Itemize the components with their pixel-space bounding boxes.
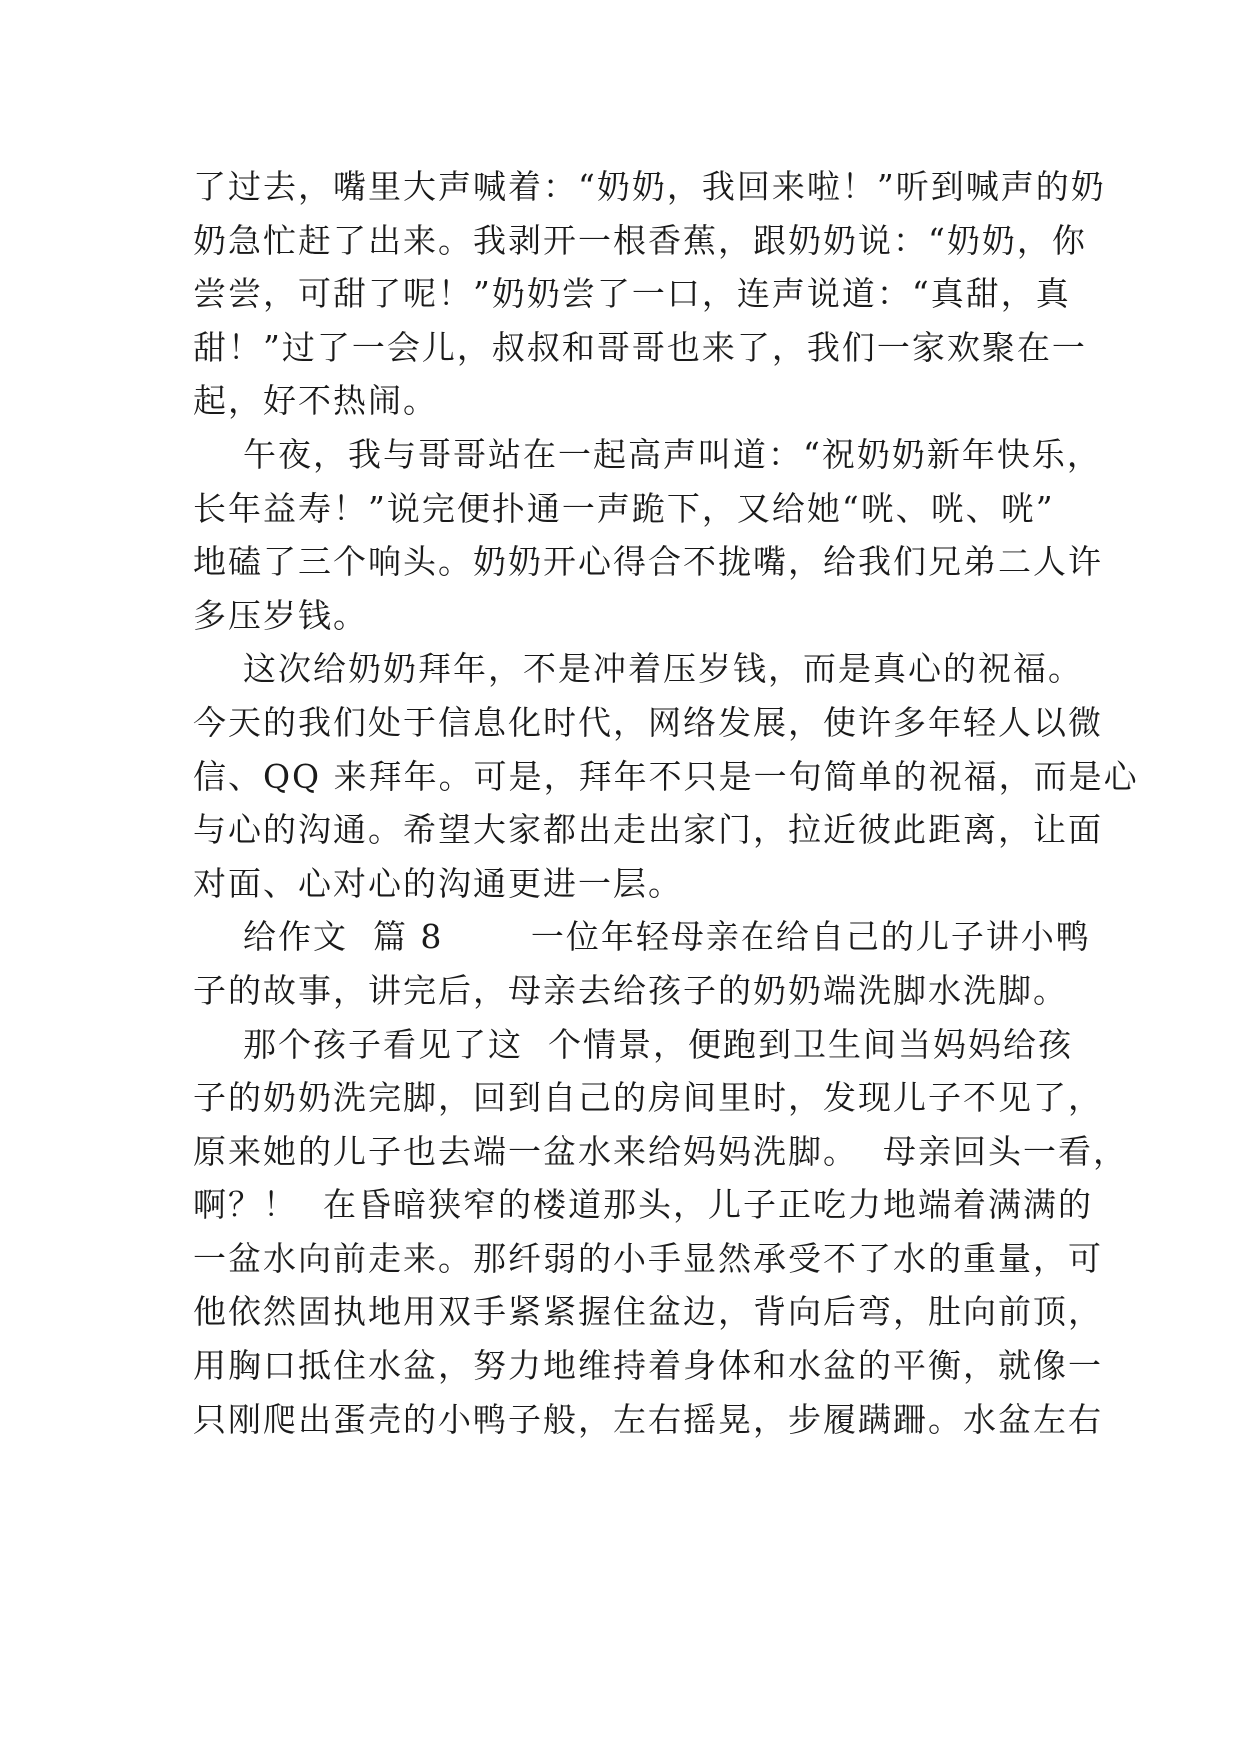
text-line: 啊？！ 在昏暗狭窄的楼道那头，儿子正吃力地端着满满的 (193, 1185, 1093, 1225)
text-line: 只刚爬出蛋壳的小鸭子般，左右摇晃，步履蹒跚。水盆左右 (193, 1399, 1103, 1439)
text-line: 多压岁钱。 (193, 595, 368, 635)
text-line: 子的奶奶洗完脚，回到自己的房间里时，发现儿子不见了， (193, 1078, 1103, 1118)
paragraph-essay-8-intro (193, 910, 1091, 1017)
text-line: 这次给奶奶拜年，不是冲着压岁钱，而是真心的祝福。 (193, 649, 1083, 689)
text-line: 一盆水向前走来。那纤弱的小手显然承受不了水的重量，可 (193, 1238, 1103, 1278)
text-line: 地磕了三个响头。奶奶开心得合不拢嘴，给我们兄弟二人许 (193, 542, 1103, 582)
text-line: 他依然固执地用双手紧紧握住盆边，背向后弯，肚向前顶， (193, 1292, 1103, 1332)
paragraph-child-story (193, 1018, 1128, 1447)
paragraph-visit-grandma (193, 160, 1106, 428)
paragraph-reflection (193, 642, 1139, 910)
text-line: 了过去，嘴里大声喊着：“奶奶，我回来啦！”听到喊声的奶 (193, 167, 1106, 206)
text-line: 子的故事，讲完后，母亲去给孩子的奶奶端洗脚水洗脚。 (193, 970, 1068, 1010)
text-line: 用胸口抵住水盆，努力地维持着身体和水盆的平衡，就像一 (193, 1346, 1103, 1386)
text-line: 奶急忙赶了出来。我剥开一根香蕉，跟奶奶说：“奶奶，你 (193, 220, 1087, 260)
document-body (193, 160, 1139, 1446)
text-line: 甜！”过了一会儿，叔叔和哥哥也来了，我们一家欢聚在一 (193, 327, 1087, 367)
text-line: 原来她的儿子也去端一盆水来给妈妈洗脚。 母亲回头一看， (193, 1131, 1128, 1171)
text-line: 长年益寿！”说完便扑通一声跪下，又给她“咣、咣、咣” (193, 488, 1055, 528)
text-line: 今天的我们处于信息化时代，网络发展，使许多年轻人以微 (193, 702, 1103, 742)
text-line: 那个孩子看见了这 个情景，便跑到卫生间当妈妈给孩 (193, 1024, 1073, 1064)
text-line: 信、QQ 来拜年。可是，拜年不只是一句简单的祝福，而是心 (193, 756, 1139, 796)
text-line: 午夜，我与哥哥站在一起高声叫道：“祝奶奶新年快乐， (193, 434, 1102, 474)
text-line: 尝尝，可甜了呢！”奶奶尝了一口，连声说道：“真甜，真 (193, 274, 1071, 314)
paragraph-midnight (193, 428, 1103, 642)
text-line: 与心的沟通。希望大家都出走出家门，拉近彼此距离，让面 (193, 810, 1103, 850)
text-line: 起，好不热闹。 (193, 381, 438, 421)
text-line: 给作文 篇 8 一位年轻母亲在给自己的儿子讲小鸭 (193, 917, 1091, 957)
text-line: 对面、心对心的沟通更进一层。 (193, 863, 683, 903)
